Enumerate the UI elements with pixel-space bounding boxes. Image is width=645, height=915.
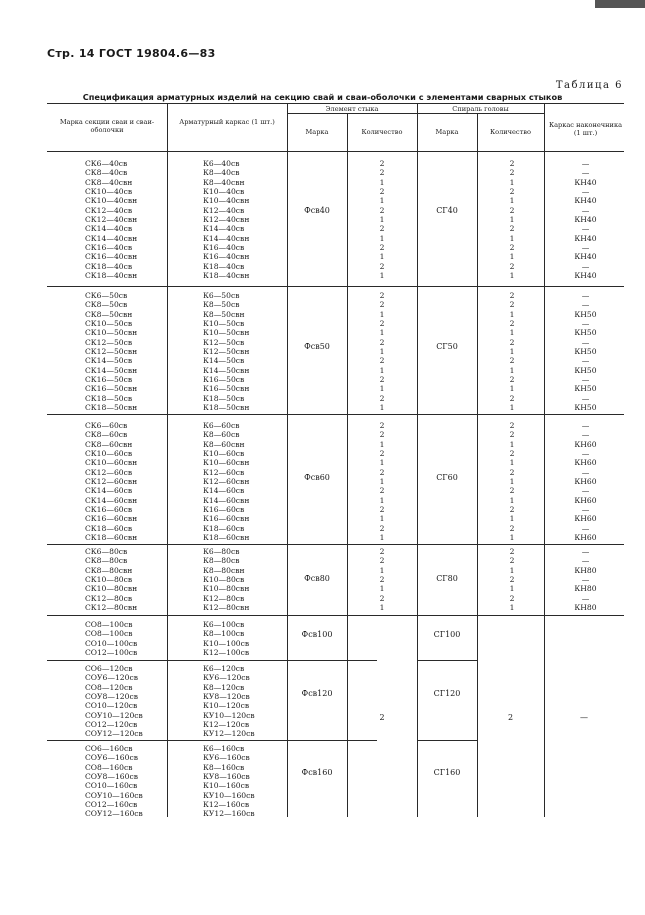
group-4-spiral-qty: 2 2 1 2 1 2 1 [509, 547, 515, 613]
rule-group-6 [47, 740, 377, 741]
rule-group-6b [417, 740, 477, 741]
rule-top [47, 103, 624, 104]
group-5-joint-mark: Фсв100 [301, 630, 333, 639]
group-5-sections: СО8—100св СО8—100св СО10—100св СО12—100св [85, 620, 138, 658]
group-1-tips: — — КН40 — КН40 — КН40 — КН40 — КН40 — КН40 [574, 159, 597, 281]
group-6-cages: К6—120св КУ6—120св К8—120св КУ8—120св К10—120св КУ10—120св К12—120св КУ12—120св [203, 664, 255, 739]
group-7-sections: СО6—160св СОУ6—160св СО8—160св СОУ8—160св СО10—160св СОУ10—160св СО12—160св СОУ12—160св [85, 744, 143, 819]
scan-edge-mark [595, 0, 645, 8]
group-2-joint-qty: 2 2 1 2 1 2 1 2 1 2 1 2 1 [379, 291, 385, 413]
rule-group-5b [417, 660, 477, 661]
group-3-joint-qty: 2 2 1 2 1 2 1 2 1 2 1 2 1 [379, 421, 385, 543]
rule-header-bottom [47, 151, 624, 152]
group-7-spiral-mark: СГ160 [433, 768, 461, 777]
group-4-joint-mark: Фсв80 [304, 574, 330, 583]
rule-group-1 [47, 286, 624, 287]
group-3-tips: — — КН60 — КН60 — КН60 — КН60 — КН60 — КН60 [574, 421, 597, 543]
group-3-cages: К6—60св К8—60св К8—60свн К10—60св К10—60свн К12—60св К12—60свн К14—60св К14—60свн К16—60св К16—60свн К18—60св К18—60свн [203, 421, 250, 543]
group-6-spiral-mark: СГ120 [433, 689, 461, 698]
col-joint-mark-header: Марка [305, 128, 329, 136]
group-6-joint-mark: Фсв120 [301, 689, 333, 698]
specification-table [47, 103, 624, 817]
col-section-header: Марка секции сваи и сваи-оболочки [59, 118, 155, 134]
col-joint-qty-header: Количество [361, 128, 403, 136]
merged-joint-qty: 2 [379, 713, 385, 722]
group-7-cages: К6—160св КУ6—160св К8—160св КУ8—160св К10—160св КУ10—160св К12—160св КУ12—160св [203, 744, 255, 819]
page-header: Стр. 14 ГОСТ 19804.6—83 [47, 47, 216, 60]
merged-spiral-qty: 2 [507, 713, 514, 722]
group-3-spiral-mark: СГ60 [436, 473, 458, 482]
group-1-spiral-mark: СГ40 [436, 206, 458, 215]
group-1-joint-qty: 2 2 1 2 1 2 1 2 1 2 1 2 1 [379, 159, 385, 281]
col-spiral-qty-header: Количество [490, 128, 531, 136]
group-1-sections: СК6—40св СК8—40св СК8—40свн СК10—40св СК10—40свн СК12—40св СК12—40свн СК14—40св СК14—40свн СК16—40св СК16—40свн СК18—40св СК18—40свн [85, 159, 138, 281]
col-joint-header: Элемент стыка [325, 105, 379, 113]
group-1-spiral-qty: 2 2 1 2 1 2 1 2 1 2 1 2 1 [509, 159, 515, 281]
table-title: Спецификация арматурных изделий на секцию свай и сваи-оболочки с элементами сварных стыков [82, 92, 563, 102]
group-4-sections: СК6—80св СК8—80св СК8—80свн СК10—80св СК10—80свн СК12—80св СК12—80свн [85, 547, 138, 613]
group-2-tips: — — КН50 — КН50 — КН50 — КН50 — КН50 — КН50 [574, 291, 597, 413]
group-1-cages: К6—40св К8—40св К8—40свн К10—40св К10—40свн К12—40св К12—40свн К14—40св К14—40свн К16—40св К16—40свн К18—40св К18—40свн [203, 159, 250, 281]
rule-group-2 [47, 414, 624, 415]
group-5-cages: К6—100св К8—100св К10—100св К12—100св [203, 620, 250, 658]
col-spiral-mark-header: Марка [435, 128, 459, 136]
group-3-joint-mark: Фсв60 [304, 473, 330, 482]
group-3-sections: СК6—60св СК8—60св СК8—60свн СК10—60св СК10—60свн СК12—60св СК12—60свн СК14—60св СК14—60свн СК16—60св СК16—60свн СК18—60св СК18—60свн [85, 421, 138, 543]
group-2-joint-mark: Фсв50 [304, 342, 330, 351]
merged-tip: — [580, 713, 588, 722]
group-1-joint-mark: Фсв40 [304, 206, 330, 215]
group-4-spiral-mark: СГ80 [436, 574, 458, 583]
group-4-cages: К6—80св К8—80св К8—80свн К10—80св К10—80свн К12—80св К12—80свн [203, 547, 250, 613]
table-label: Таблица 6 [555, 80, 623, 91]
group-4-joint-qty: 2 2 1 2 1 2 1 [379, 547, 385, 613]
group-2-cages: К6—50св К8—50св К8—50свн К10—50св К10—50свн К12—50св К12—50свн К14—50св К14—50свн К16—50св К16—50свн К18—50св К18—50свн [203, 291, 250, 413]
col-tip-header: Каркас наконечника (1 шт.) [548, 121, 622, 137]
group-6-sections: СО6—120св СОУ6—120св СО8—120св СОУ8—120св СО10—120св СОУ10—120св СО12—120св СОУ12—120св [85, 664, 143, 739]
group-2-spiral-qty: 2 2 1 2 1 2 1 2 1 2 1 2 1 [509, 291, 515, 413]
group-5-spiral-mark: СГ100 [433, 630, 461, 639]
group-4-tips: — — КН80 — КН80 — КН80 [574, 547, 597, 613]
group-2-spiral-mark: СГ50 [436, 342, 458, 351]
rule-group-5 [47, 660, 377, 661]
group-3-spiral-qty: 2 2 1 2 1 2 1 2 1 2 1 2 1 [509, 421, 515, 543]
group-7-joint-mark: Фсв160 [301, 768, 333, 777]
group-2-sections: СК6—50св СК8—50св СК8—50свн СК10—50св СК10—50свн СК12—50св СК12—50свн СК14—50св СК14—50свн СК16—50св СК16—50свн СК18—50св СК18—50свн [85, 291, 138, 413]
col-spiral-header: Спираль головы [452, 105, 509, 113]
rule-subheader [287, 113, 544, 114]
rule-group-3 [47, 544, 624, 545]
col-cage-header: Арматурный каркас (1 шт.) [179, 118, 275, 126]
rule-group-4 [47, 615, 624, 616]
